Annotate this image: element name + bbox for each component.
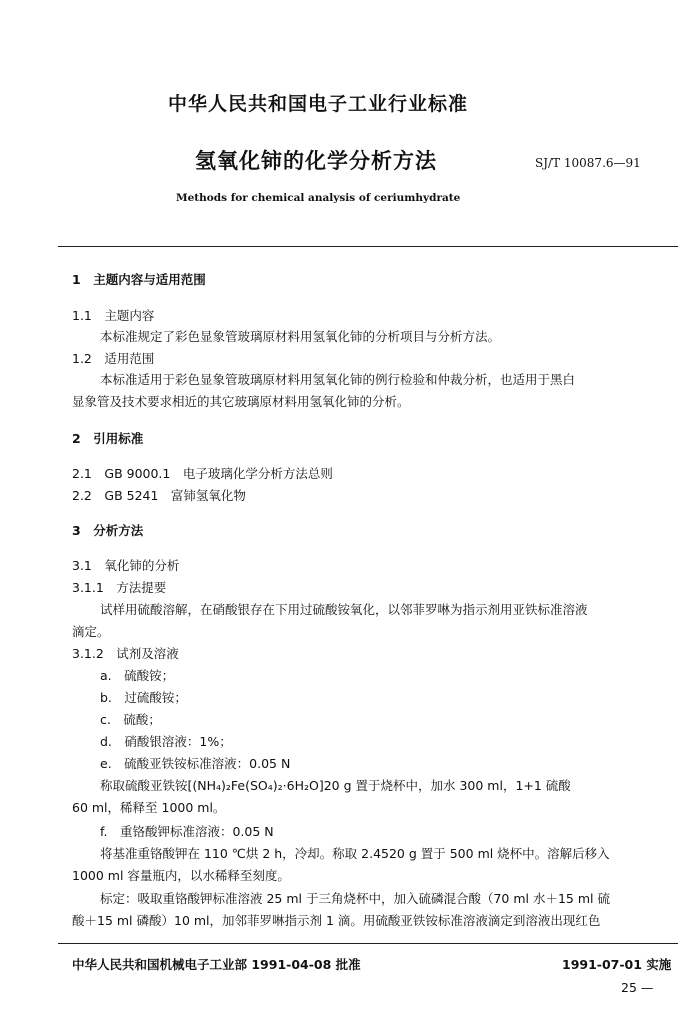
reagent-e: e. 硫酸亚铁铵标准溶液：0.05 N [100, 756, 291, 771]
reference-2-1: 2.1 GB 9000.1 电子玻璃化学分析方法总则 [72, 466, 333, 481]
reagent-b: b. 过硫酸铵； [100, 690, 187, 705]
reagent-e-text-line-1: 称取硫酸亚铁铵[(NH₄)₂Fe(SO₄)₂·6H₂O]20 g 置于烧杯中，加水 300 ml，1+1 硫酸 [100, 778, 571, 793]
calibration-text-line-2: 酸＋15 ml 磷酸）10 ml，加邻菲罗啉指示剂 1 滴。用硫酸亚铁铵标准溶液滴定到溶液出现红色 [72, 913, 601, 928]
reference-2-2: 2.2 GB 5241 富铈氢氧化物 [72, 488, 246, 503]
section-1-heading: 1 主题内容与适用范围 [72, 272, 206, 287]
calibration-text-line-1: 标定：吸取重铬酸钾标准溶液 25 ml 于三角烧杯中，加入硫磷混合酸（70 ml 水＋15 ml 硫 [100, 891, 610, 906]
document-title: 氢氧化铈的化学分析方法 [195, 149, 437, 173]
section-2-heading: 2 引用标准 [72, 431, 144, 446]
org-standard-title: 中华人民共和国电子工业行业标准 [168, 93, 469, 115]
header-rule [58, 246, 678, 247]
section-3-1-1-text-line-1: 试样用硫酸溶解，在硝酸银存在下用过硫酸铵氧化，以邻菲罗啉为指示剂用亚铁标准溶液 [100, 602, 588, 617]
english-title: Methods for chemical analysis of ceriumhydrate [176, 192, 461, 204]
reagent-e-text-line-2: 60 ml，稀释至 1000 ml。 [72, 800, 226, 815]
footer-rule [58, 943, 678, 944]
reagent-a: a. 硫酸铵； [100, 668, 175, 683]
reagent-c: c. 硫酸； [100, 712, 161, 727]
reagent-f-text-line-1: 将基准重铬酸钾在 110 ℃烘 2 h，冷却。称取 2.4520 g 置于 500 ml 烧杯中。溶解后移入 [100, 846, 610, 861]
page-number: 25 — [621, 980, 654, 995]
reagent-f-text-line-2: 1000 ml 容量瓶内，以水稀释至刻度。 [72, 868, 290, 883]
section-1-2-text-line-1: 本标准适用于彩色显象管玻璃原材料用氢氧化铈的例行检验和仲裁分析，也适用于黑白 [100, 372, 576, 387]
section-1-2-heading: 1.2 适用范围 [72, 351, 155, 366]
section-1-1-text: 本标准规定了彩色显象管玻璃原材料用氢氧化铈的分析项目与分析方法。 [100, 329, 501, 344]
section-1-2-text-line-2: 显象管及技术要求相近的其它玻璃原材料用氢氧化铈的分析。 [72, 394, 410, 409]
section-1-1-heading: 1.1 主题内容 [72, 308, 155, 323]
reagent-f: f. 重铬酸钾标准溶液：0.05 N [100, 824, 274, 839]
section-3-1-2-heading: 3.1.2 试剂及溶液 [72, 646, 179, 661]
section-3-1-heading: 3.1 氧化铈的分析 [72, 558, 180, 573]
section-3-1-1-heading: 3.1.1 方法提要 [72, 580, 167, 595]
section-3-heading: 3 分析方法 [72, 523, 144, 538]
standard-code: SJ/T 10087.6—91 [535, 156, 641, 170]
section-3-1-1-text-line-2: 滴定。 [72, 624, 110, 639]
approval-note: 中华人民共和国机械电子工业部 1991-04-08 批准 [72, 957, 361, 972]
effective-date: 1991-07-01 实施 [562, 957, 672, 972]
reagent-d: d. 硝酸银溶液：1%； [100, 734, 232, 749]
